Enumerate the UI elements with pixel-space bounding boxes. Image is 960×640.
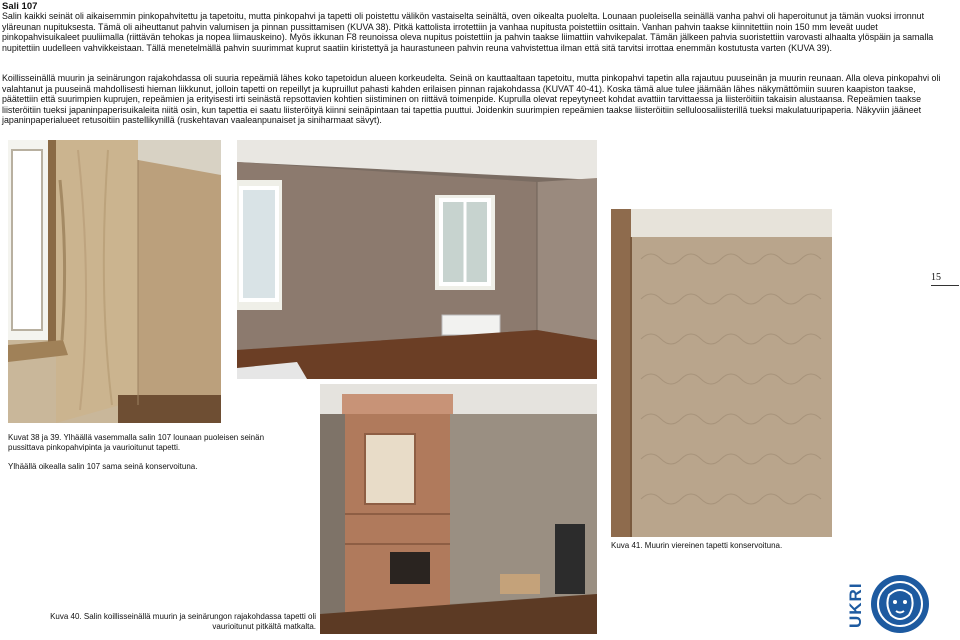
- caption-kuva-38-39: Kuvat 38 ja 39. Ylhäällä vasemmalla salin 107 lounaan puoleisen seinän pussittava pinkopahvipinta ja vaurioitunut tapetti.: [8, 433, 265, 452]
- photo-kuva-40: [320, 384, 597, 634]
- section-heading: Sali 107: [2, 1, 38, 12]
- lion-emblem-icon: [869, 573, 931, 635]
- page-number: 15: [931, 272, 959, 286]
- caption-kuva-40: Kuva 40. Salin koillisseinällä muurin ja seinärungon rajakohdassa tapetti oli vaurioitunut pitkältä matkalta.: [50, 612, 316, 631]
- body-paragraph-1: Salin kaikki seinät oli aikaisemmin pinkopahvitettu ja tapetoitu, mutta pinkopahvi ja tapetti oli poistettu välikön vastaiselta seinältä, oven oikealta puolelta. Lounaan puoleisella seinällä vanha pahvi oli haperoitunut ja tämän vuoksi irronnut yläreunan nupituksesta. Tämä oli aiheuttanut pahvin valumisen ja pinnan pussittamisen (KUVA 38). Pitkä kattolista irrotettiin ja vanhaa nupitusta poistettiin osittain. Vanhan pahvin taakse kiinnitettiin noin 150 mm leveät uudet pinkopahvisuikaleet puuliimalla (riittävän tehokas ja nopea liimauskeino). Myös ikkunan F8 reunoissa oleva nupitus poistettiin ja pahvin taakse liimattiin vahvikepalat. Tämän jälkeen pahvia suoristettiin varovasti alhaalta ylöspäin ja samalla nupitettiin uudelleen vahvikkeistaan. Tällä menetelmällä pahvin suurimmat kuprut saatiin kiristettyä ja haurastuneen pahvin reuna vahvistettua ilman että sitä tarvitsi irrottaa enemmän kostutusta varten (KUVA 39).: [2, 11, 934, 53]
- photo-kuva-39: [237, 140, 597, 379]
- caption-kuva-41: Kuva 41. Muurin viereinen tapetti konservoituna.: [611, 541, 783, 550]
- caption-kuva-39: Ylhäällä oikealla salin 107 sama seinä konservoituna.: [8, 462, 198, 471]
- body-paragraph-2: Koillisseinällä muurin ja seinärungon rajakohdassa oli suuria repeämiä lähes koko tapetoidun alueen korkeudelta. Seinä on kauttaaltaan tapetoitu, mutta pinkopahvi tapetin alla rajautuu puuseinän ja muurin reunaan. Alla oleva pinkopahvi oli valahtanut ja puuseinä mahdollisesti hieman liikkunut, jolloin tapetti on repeillyt ja kupruillut pahasti kahden erilaisen pinnan rajakohdassa (KUVAT 40-41). Koska tämä alue tulee jäämään lähes näkymättömiin suuren kaapiston taakse, päätettiin että suurimpien kuprujen, repeämien ja erityisesti irti seinästä repsottavien kohtien siistiminen on riittävä toimenpide. Kuprulla olevat repeytyneet kohdat avattiin tarvittaessa ja liisteröitiin takaisin alustaansa. Repeämien taakse liisteröitiin tueksi japaninpaperisuikaleita niitä osin, kun tapettia ei saatu liisteröityä kiinni seinäpintaan tai tapettia puuttui. Joidenkin suurimpien repeämien taakse liisteröitiin selluloosaliisterillä tueksi makulatuuripaperia. Näkyviin jääneet japaninpaperialueet retusoitiin pastellikynillä (ruskehtavan vaaleanpunaiset ja siniharmaat sävyt).: [2, 73, 941, 126]
- logo-wordmark: UKRI: [846, 582, 865, 628]
- photo-kuva-38: [8, 140, 221, 423]
- photo-kuva-41: [611, 209, 832, 537]
